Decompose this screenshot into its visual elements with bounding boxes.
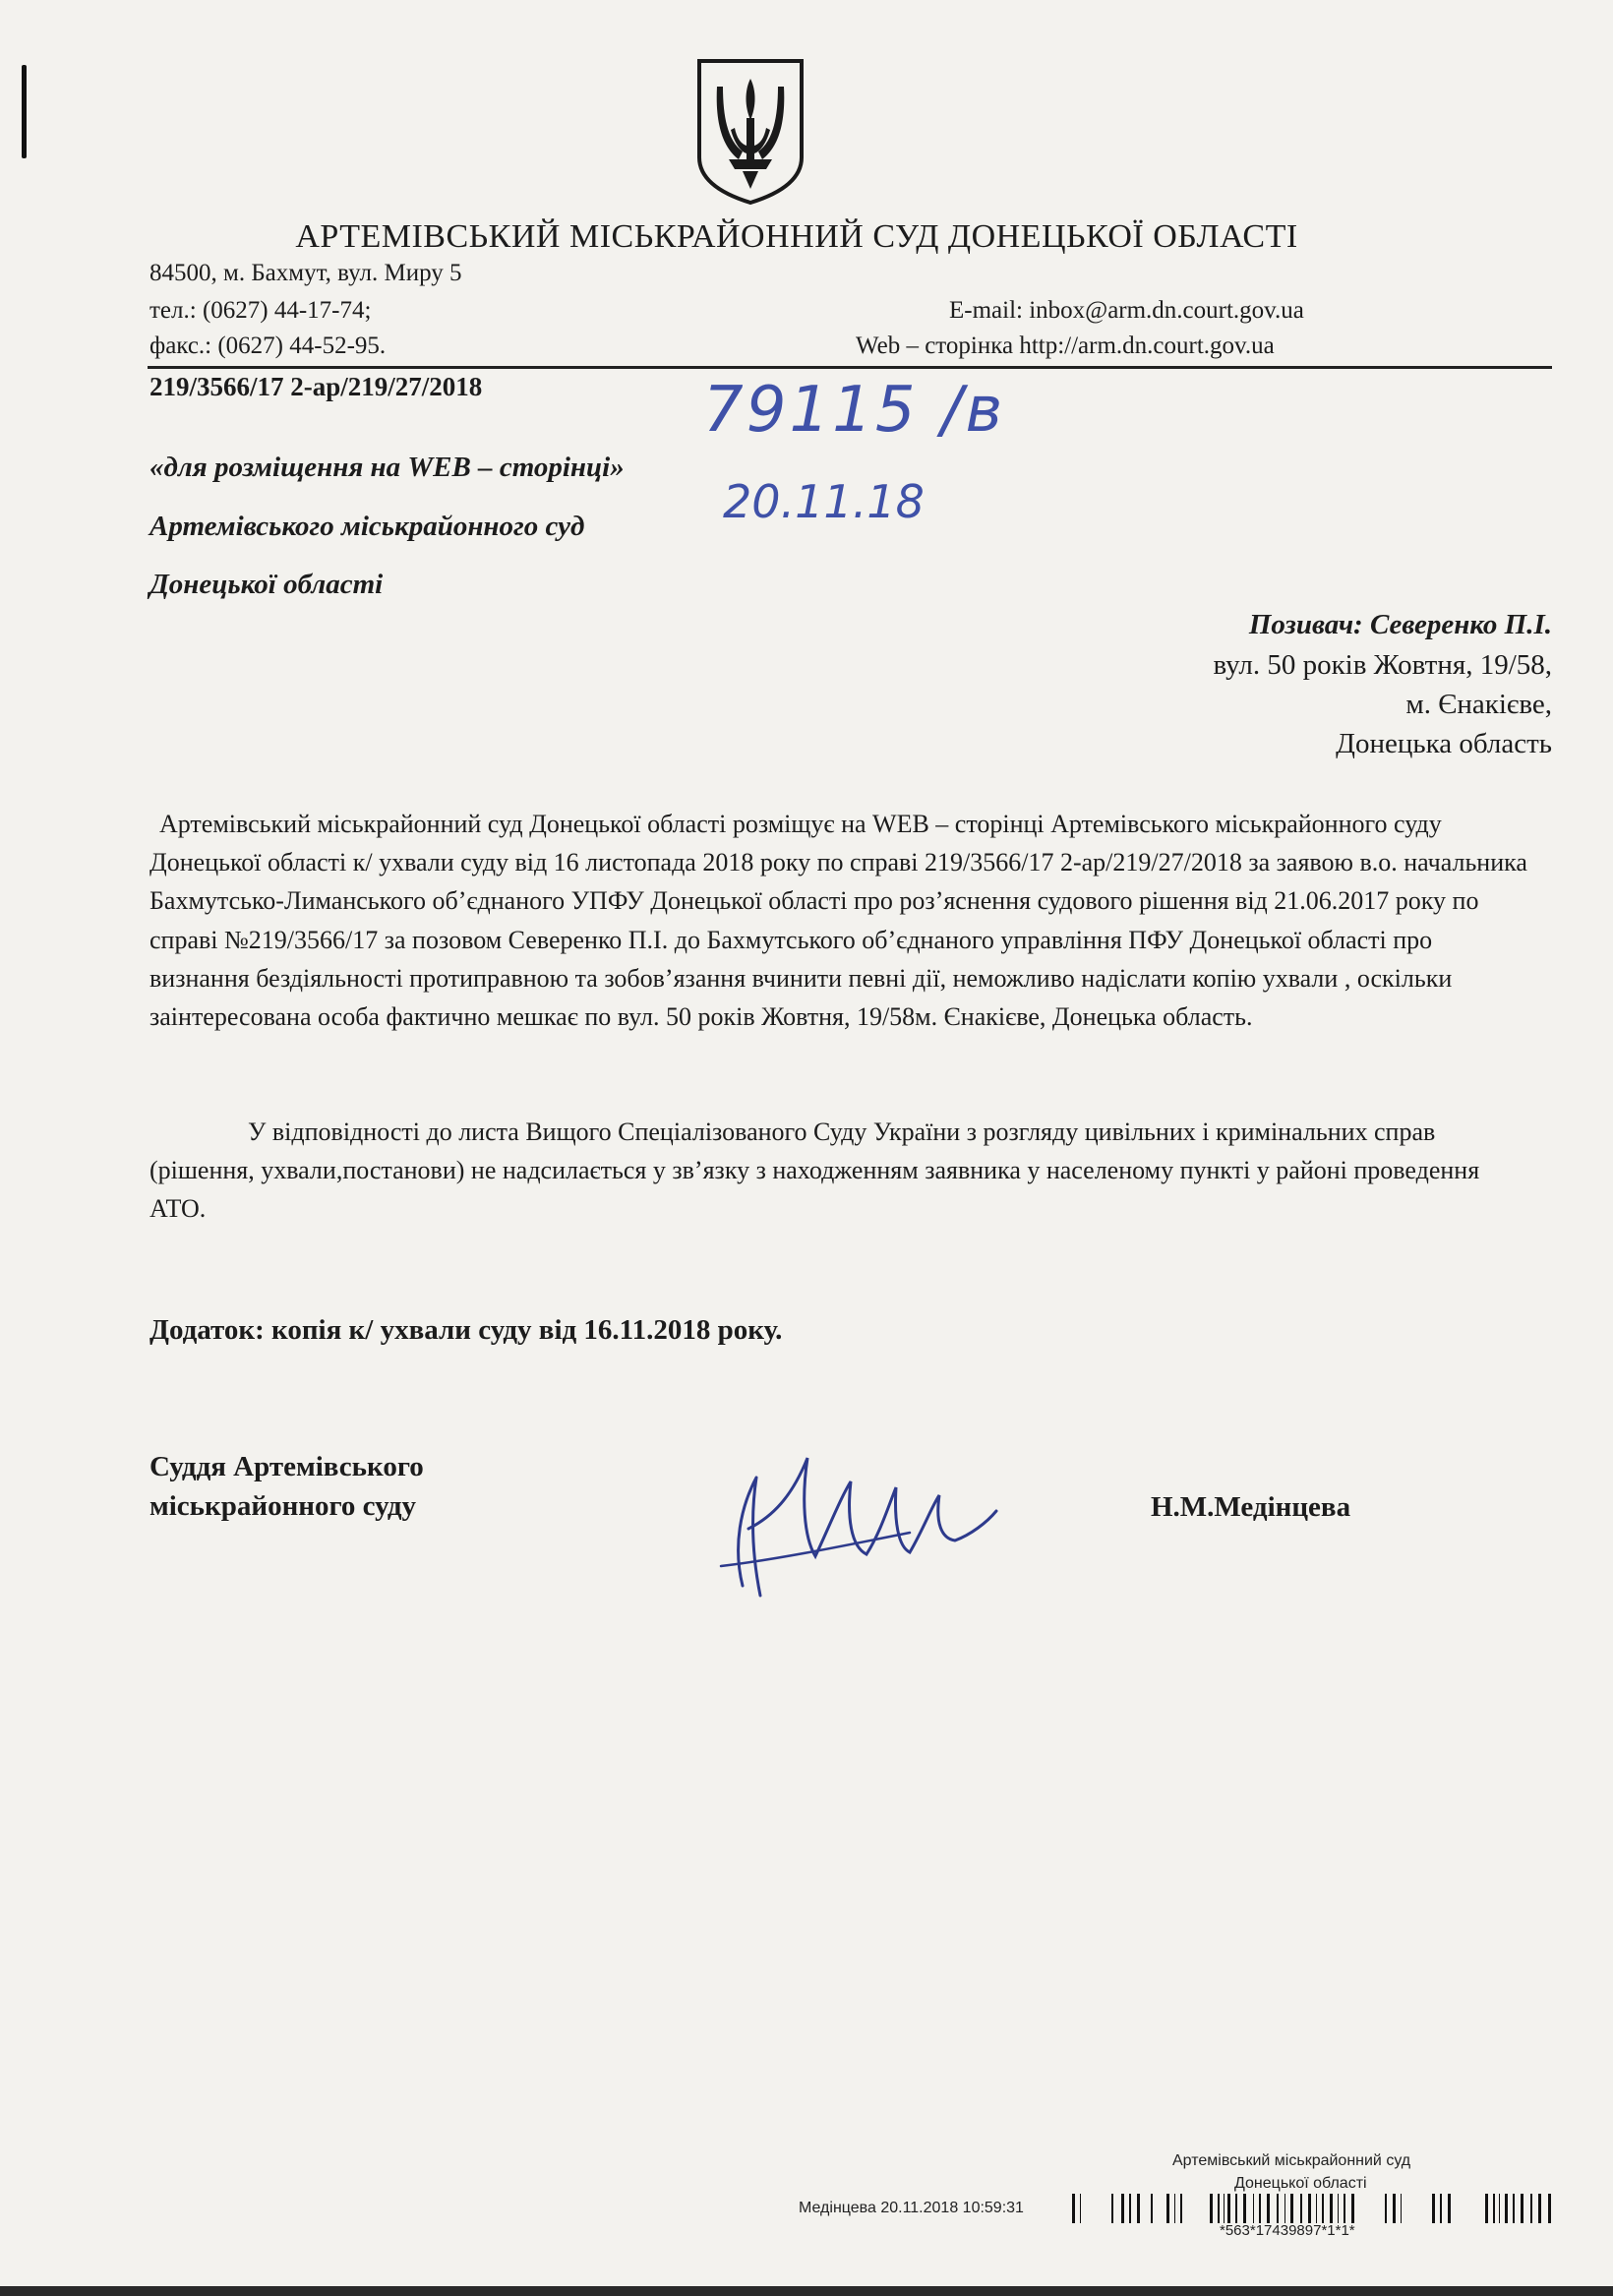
judge-role-line-1: Суддя Артемівського bbox=[149, 1451, 424, 1482]
barcode-icon bbox=[1072, 2194, 1552, 2223]
recipient-street: вул. 50 років Жовтня, 19/58, bbox=[1213, 649, 1552, 681]
stamp-signer-timestamp: Медінцева 20.11.2018 10:59:31 bbox=[799, 2200, 1024, 2216]
attachment-note: Додаток: копія к/ ухвали суду від 16.11.2018 року. bbox=[149, 1314, 783, 1346]
court-phone: тел.: (0627) 44-17-74; bbox=[149, 297, 372, 324]
recipient-city: м. Єнакієве, bbox=[1405, 689, 1552, 720]
court-fax: факс.: (0627) 44-52-95. bbox=[149, 332, 387, 359]
web-note-line-3: Донецької області bbox=[149, 569, 384, 600]
scan-edge-mark bbox=[22, 65, 27, 158]
stamp-court-line-2: Донецької області bbox=[1234, 2175, 1367, 2192]
court-address: 84500, м. Бахмут, вул. Миру 5 bbox=[149, 260, 462, 286]
handwritten-signature-icon bbox=[713, 1438, 998, 1605]
barcode-code: *563*17439897*1*1* bbox=[1220, 2222, 1355, 2239]
judge-role bbox=[149, 1447, 424, 1526]
web-note-line-1: «для розміщення на WEB – сторінці» bbox=[149, 452, 625, 483]
handwritten-date: 20.11.18 bbox=[723, 475, 925, 528]
recipient-label: Позивач: Северенко П.І. bbox=[1248, 609, 1552, 640]
body-paragraph-2: У відповідності до листа Вищого Спеціалізованого Суду України з розгляду цивільних і кримінальних справ (рішення, ухвали,постанови) не надсилається у зв’язку з находженням заявника у населеному пункті у районі проведення АТО. bbox=[149, 1118, 1480, 1224]
court-website: Web – сторінка http://arm.dn.court.gov.ua bbox=[856, 332, 1275, 359]
body-paragraph-1: Артемівський міськрайонний суд Донецької області розміщує на WEB – сторінці Артемівського міськрайонного суду Донецької області к/ ухвали суду від 16 листопада 2018 року по справі 219/3566/17 2-ар/219/27/2018 за заявою в.о. начальника Бахмутсько-Лиманського об’єднаного УПФУ Донецької області про роз’яснення судового рішення від 21.06.2017 року по справі №219/3566/17 за позовом Северенко П.І. до Бахмутського об’єднаного управління ПФУ Донецької області про визнання бездіяльності протиправною та зобов’язання вчинити певні дії, неможливо надіслати копію ухвали , оскільки заінтересована особа фактично мешкає по вул. 50 років Жовтня, 19/58м. Єнакієве, Донецька область. bbox=[149, 810, 1527, 1032]
case-number: 219/3566/17 2-ар/219/27/2018 bbox=[149, 372, 483, 401]
web-note-line-2: Артемівського міськрайонного суд bbox=[149, 511, 585, 542]
handwritten-registration-number: 79115 /в bbox=[703, 374, 1006, 447]
court-email: E-mail: inbox@arm.dn.court.gov.ua bbox=[949, 297, 1304, 324]
header-divider bbox=[148, 366, 1552, 369]
stamp-court-line-1: Артемівський міськрайонний суд bbox=[1172, 2152, 1411, 2169]
recipient-region: Донецька область bbox=[1336, 728, 1552, 759]
coat-of-arms-trident-icon bbox=[695, 57, 806, 207]
judge-role-line-2: міськрайонного суду bbox=[149, 1490, 417, 1522]
scan-bottom-edge bbox=[0, 2286, 1613, 2296]
court-name-heading: АРТЕМІВСЬКИЙ МІСЬКРАЙОННИЙ СУД ДОНЕЦЬКОЇ ОБЛАСТІ bbox=[295, 218, 1298, 255]
judge-name: Н.М.Медінцева bbox=[1151, 1491, 1351, 1523]
